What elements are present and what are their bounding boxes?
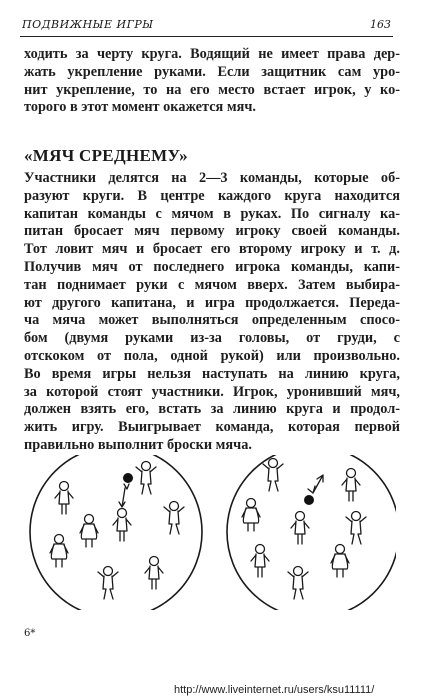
header-rule <box>20 36 393 37</box>
text-line: торого в этот момент окажется мяч. <box>24 99 256 116</box>
text-line: капитан команды с мячом в руках. По сигналу ка- <box>24 205 400 222</box>
rules-paragraph <box>24 170 400 455</box>
text-line: ходить за черту круга. Водящий не имеет права дер- <box>24 46 400 62</box>
ball-icon <box>123 473 133 483</box>
text-line: правильно выполнит броски мяча. <box>24 436 252 453</box>
text-line: Тот ловит мяч и бросает его второму игроку и т. д. <box>24 241 400 258</box>
text-line: бом (двумя руками из-за головы, от груди, с <box>24 330 400 347</box>
signature-mark: 6* <box>24 628 36 639</box>
running-head: ПОДВИЖНЫЕ ИГРЫ <box>22 18 154 31</box>
continued-paragraph <box>24 46 400 117</box>
section-title: «МЯЧ СРЕДНЕМУ» <box>24 146 188 165</box>
text-line: отскоком от пола, одной рукой) или произвольно. <box>24 347 400 364</box>
ball-icon <box>304 495 314 505</box>
text-line: нит укрепление, то на его место встает игрок, у ко- <box>24 81 400 98</box>
left-circle <box>30 455 202 610</box>
right-circle <box>227 455 396 610</box>
text-line: Во время игры нельзя наступать на линию круга, <box>24 365 400 382</box>
text-line: жать укрепление руками. Если защитник сам уро- <box>24 63 400 80</box>
text-line: питан бросает мяч первому игроку своей команды. <box>24 223 400 240</box>
text-line: Получив мяч от последнего игрока команды, капи- <box>24 258 400 275</box>
text-line: ча мяча может выполняться определенным спосо- <box>24 312 400 329</box>
text-line: Участники делятся на 2—3 команды, которые об- <box>24 170 400 186</box>
game-illustration <box>26 455 396 614</box>
page-number: 163 <box>370 18 391 31</box>
text-line: за которой стоят участники. Игрок, уронивший мяч, <box>24 383 400 400</box>
watermark-url: http://www.liveinternet.ru/users/ksu11111/ <box>174 684 375 696</box>
arrow-icon <box>308 475 323 493</box>
text-line: жить игру. Выигрывает команда, которая первой <box>24 419 400 436</box>
arrow-icon <box>119 484 129 507</box>
text-line: тан поднимает руки с мячом вверх. Затем выбира- <box>24 276 400 293</box>
text-line: ют другого капитана, и игра продолжается. Переда- <box>24 294 400 311</box>
text-line: должен взять его, встать за линию круга и продол- <box>24 401 400 418</box>
text-line: разуют круги. В центре каждого круга находится <box>24 187 400 204</box>
